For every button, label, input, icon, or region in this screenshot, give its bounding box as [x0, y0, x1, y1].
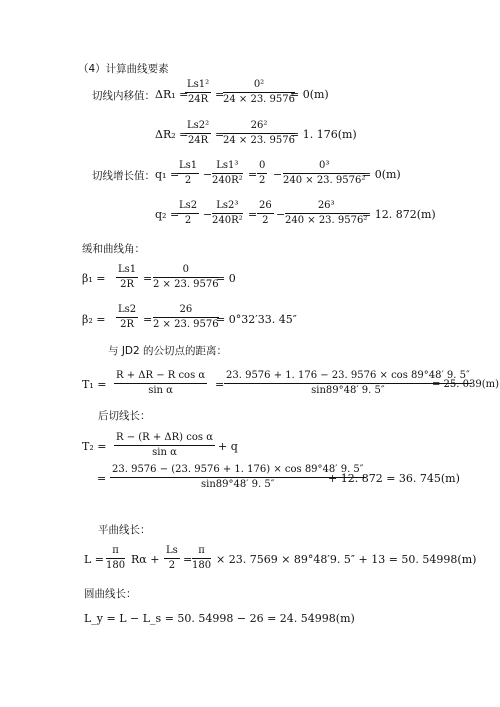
numerator: Ls2³	[212, 200, 243, 214]
shift-label: 切线内移值：	[92, 90, 155, 102]
eq-dr1-result: = 0(m)	[290, 88, 329, 101]
denominator: 180	[192, 560, 212, 571]
denominator: 240R²	[212, 175, 243, 186]
eq-b2-frac-a	[116, 304, 138, 331]
numerator: Ls2²	[185, 120, 211, 134]
eq-l-mid: Rα +	[131, 553, 160, 566]
eq-q2-frac-c	[257, 200, 274, 227]
eq-q1-frac-b	[212, 160, 243, 187]
eq-b1-frac-a	[116, 264, 138, 291]
eq-q1-frac-d	[283, 160, 365, 187]
eq-q2-frac-b	[212, 200, 243, 227]
numerator: 0²	[223, 79, 295, 93]
eq-b1-frac-b	[153, 264, 219, 291]
eq-dr2-result: = 1. 176(m)	[290, 128, 357, 141]
angle-label: 缓和曲线角：	[82, 243, 145, 255]
eq-t1-result: = 25. 039(m)	[432, 379, 500, 390]
denominator: 240 × 23. 9576²	[285, 215, 368, 226]
denominator: 240 × 23. 9576²	[283, 175, 366, 186]
denominator: 24 × 23. 9576	[223, 135, 295, 146]
denominator: 24R	[187, 135, 209, 146]
tangent-label: 切线增长值：	[92, 170, 155, 182]
eq-q2-frac-d	[285, 200, 367, 227]
denominator: 240R²	[212, 215, 243, 226]
numerator: 0	[153, 264, 219, 278]
denominator: 2	[262, 215, 269, 226]
numerator: 26	[257, 200, 274, 214]
eq-q1-frac-c	[257, 160, 267, 187]
section-heading: （4）计算曲线要素	[78, 63, 169, 75]
numerator: π	[192, 545, 211, 559]
eq-dr1-lhs: ΔR₁ =	[155, 88, 189, 101]
minus: −	[276, 208, 286, 221]
eq-t1-lhs: T₁ =	[82, 378, 107, 391]
eq-dr2-frac1	[185, 120, 211, 147]
denominator: 24 × 23. 9576	[223, 94, 295, 105]
equals: =	[215, 88, 225, 101]
denominator: 2	[168, 560, 176, 571]
denominator: 2 × 23. 9576	[153, 319, 219, 330]
minus: −	[203, 208, 213, 221]
eq-q1-frac-a	[177, 160, 199, 187]
eq-b2-lhs: β₂ =	[82, 313, 106, 326]
numerator: 26³	[285, 200, 367, 214]
eq-ly: L_y = L − L_s = 50. 54998 − 26 = 24. 54998(m)	[84, 612, 355, 625]
eq-q2-frac-a	[177, 200, 199, 227]
numerator: Ls2	[116, 304, 138, 318]
denominator: 2R	[120, 319, 135, 330]
numerator: Ls1	[177, 160, 199, 174]
minus: −	[203, 168, 213, 181]
eq-t2-tail: + q	[218, 440, 238, 453]
denominator: sin89°48′ 9. 5″	[201, 479, 275, 490]
flat-label: 平曲线长：	[98, 524, 151, 536]
denominator: 180	[106, 560, 126, 571]
numerator: 23. 9576 − (23. 9576 + 1. 176) × cos 89°48′ 9. 5″	[110, 464, 366, 478]
numerator: π	[106, 545, 125, 559]
minus: −	[273, 168, 283, 181]
eq-dr1-frac1	[185, 79, 211, 106]
numerator: 0³	[283, 160, 365, 174]
numerator: R − (R + ΔR) cos α	[114, 432, 215, 446]
denominator: 2	[259, 175, 266, 186]
numerator: Ls	[164, 545, 180, 559]
numerator: R + ΔR − R cos α	[114, 370, 207, 384]
equals: =	[248, 168, 258, 181]
eq-b2-result: = 0°32′33. 45″	[216, 313, 297, 326]
eq-l-lhs: L =	[84, 553, 105, 566]
denominator: 2R	[120, 279, 135, 290]
eq-l-frac-c	[192, 545, 211, 572]
eq-l-frac-b	[164, 545, 180, 572]
numerator: Ls1²	[185, 79, 211, 93]
equals: =	[215, 128, 225, 141]
numerator: 0	[257, 160, 267, 174]
equals: =	[143, 313, 153, 326]
equals: =	[183, 553, 193, 566]
eq-dr1-frac2	[223, 79, 295, 106]
numerator: Ls1	[116, 264, 138, 278]
eq-dr2-frac2	[223, 120, 295, 147]
eq-b1-result: = 0	[216, 272, 236, 285]
eq-t2-lhs: T₂ =	[82, 440, 107, 453]
numerator: 26²	[223, 120, 295, 134]
equals: =	[215, 378, 225, 391]
denominator: sin α	[148, 385, 173, 396]
eq-t2-result: + 12. 872 = 36. 745(m)	[328, 472, 460, 485]
numerator: 23. 9576 + 1. 176 − 23. 9576 × cos 89°48′ 9. 5″	[224, 370, 472, 384]
jd2-label: 与 JD2 的公切点的距离：	[108, 345, 228, 357]
numerator: Ls2	[177, 200, 199, 214]
eq-b2-frac-b	[153, 304, 219, 331]
denominator: 24R	[187, 94, 209, 105]
numerator: 26	[153, 304, 219, 318]
denominator: 2	[184, 175, 192, 186]
eq-q1-result: = 0(m)	[362, 168, 401, 181]
denominator: 2	[184, 215, 192, 226]
equals: =	[248, 208, 258, 221]
numerator: Ls1³	[212, 160, 243, 174]
denominator: sin89°48′ 9. 5″	[311, 385, 385, 396]
eq-q1-lhs: q₁ =	[155, 168, 180, 181]
denominator: sin α	[152, 447, 177, 458]
equals: =	[97, 472, 107, 485]
equals: =	[143, 272, 153, 285]
eq-t2-frac-a	[114, 432, 215, 459]
back-label: 后切线长：	[98, 410, 151, 422]
eq-l-frac-a	[106, 545, 125, 572]
denominator: 2 × 23. 9576	[153, 279, 219, 290]
eq-t1-frac-a	[114, 370, 207, 397]
eq-b1-lhs: β₁ =	[82, 272, 106, 285]
eq-q2-lhs: q₂ =	[155, 208, 180, 221]
circle-label: 圆曲线长：	[84, 588, 137, 600]
eq-l-result: × 23. 7569 × 89°48′9. 5″ + 13 = 50. 54998(m)	[216, 553, 477, 566]
eq-dr2-lhs: ΔR₂ =	[155, 128, 189, 141]
eq-q2-result: = 12. 872(m)	[362, 208, 436, 221]
